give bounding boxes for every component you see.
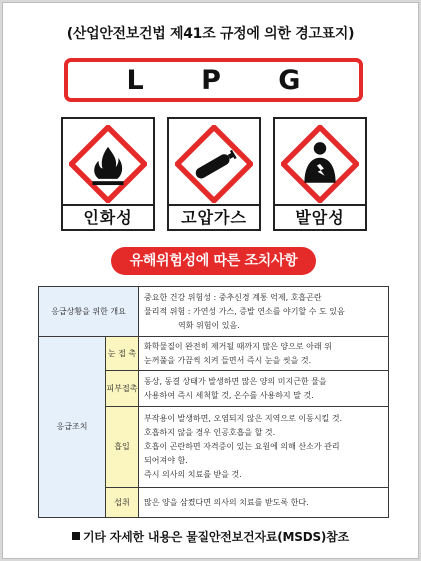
table-row: [39, 287, 389, 337]
instruction-line: 눈꺼풀을 가끔씩 치켜 들면서 즉시 눈을 씻을 것.: [144, 355, 312, 365]
hazard-label-flammable: 인화성: [63, 204, 153, 229]
overview-line: 물리적 위험 : 가연성 가스, 증발 연소를 야기할 수 도 있음: [144, 306, 345, 316]
gas-cylinder-icon: [175, 125, 253, 203]
instruction-line: 되어져야 함.: [144, 456, 188, 465]
hazard-carcinogen: [273, 117, 367, 231]
route-ingestion: 섭취: [106, 488, 139, 518]
first-aid-label: 응급조치: [39, 337, 106, 518]
eye-contact-text: [139, 337, 389, 371]
flame-icon: [69, 125, 147, 203]
ingestion-text: [139, 488, 389, 518]
overview-line: 역화 위험이 있음.: [178, 320, 240, 330]
overview-line: 중요한 건강 위험성 : 중추신경 계통 억제, 호흡곤란: [144, 292, 322, 302]
emergency-overview-label: 응급상황을 위한 개요: [39, 287, 139, 337]
warning-label-sheet: [2, 2, 419, 559]
inhalation-text: [139, 407, 389, 488]
product-name-box: [64, 58, 363, 102]
product-name: L P G: [126, 64, 325, 96]
measures-table: [38, 286, 389, 518]
emergency-overview-text: [139, 287, 389, 337]
table-row: [39, 337, 389, 371]
measures-title: 유해위험성에 따른 조치사항: [111, 247, 316, 275]
square-bullet-icon: [72, 532, 80, 540]
route-skin: 피부접촉: [106, 371, 139, 407]
skin-contact-text: [139, 371, 389, 407]
instruction-line: 호흡이 곤란하면 자격증이 있는 요원에 의해 산소가 관리: [144, 442, 340, 451]
hazard-label-carcinogen: 발암성: [275, 204, 365, 229]
instruction-line: 화학물질이 완전히 제거될 때까지 많은 양으로 아래 위: [144, 341, 332, 351]
legal-reference: (산업안전보건법 제41조 규정에 의한 경고표지): [66, 26, 355, 42]
hazard-pictograms: [61, 117, 367, 231]
instruction-line: 많은 양을 삼켰다면 의사의 치료를 받도록 한다.: [144, 497, 309, 507]
footer-text: 기타 자세한 내용은 물질안전보건자료(MSDS)참조: [83, 530, 349, 544]
route-eye: 눈 접 촉: [106, 337, 139, 371]
hazard-compressed-gas: [167, 117, 261, 231]
hazard-label-compressed-gas: 고압가스: [169, 204, 259, 229]
instruction-line: 호흡하지 않을 경우 인공호흡을 할 것.: [144, 428, 276, 437]
footer-note: [3, 528, 418, 545]
route-inhalation: 흡입: [106, 407, 139, 488]
instruction-line: 사용하여 즉시 세척할 것, 온수를 사용하지 말 것.: [144, 390, 314, 400]
instruction-line: 동상, 동결 상태가 발생하면 많은 양의 미지근한 물을: [144, 376, 327, 386]
hazard-flammable: [61, 117, 155, 231]
instruction-line: 부작용이 발생하면, 오염되지 않은 지역으로 이동시킬 것.: [144, 414, 343, 423]
instruction-line: 즉시 의사의 치료를 받을 것.: [144, 470, 242, 479]
health-hazard-icon: [281, 125, 359, 203]
